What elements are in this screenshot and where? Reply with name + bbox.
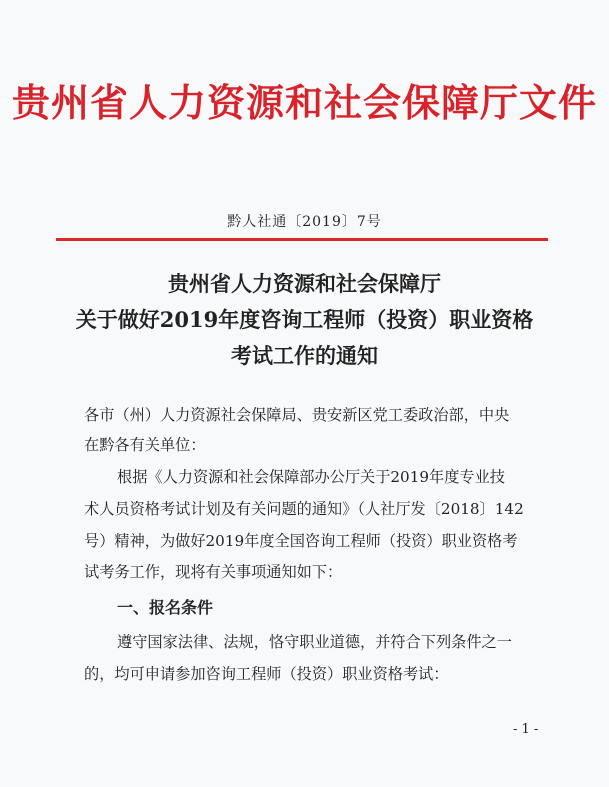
document-number: 黔人社通〔2019〕7号 [227,214,382,230]
section-1-line-2: 的，均可申请参加咨询工程师（投资）职业资格考试： [84,665,449,683]
red-divider-line [56,238,548,241]
recipients-line-2: 在黔各有关单位： [84,436,206,454]
intro-line-1: 根据《人力资源和社会保障部办公厅关于2019年度专业技 [117,468,505,486]
intro-line-4: 试考务工作，现将有关事项通知如下： [84,563,343,581]
intro-line-2: 术人员资格考试计划及有关问题的通知》（人社厅发〔2018〕142 [84,500,524,518]
intro-line-3: 号）精神，为做好2019年度全国咨询工程师（投资）职业资格考 [84,532,518,550]
page-number: - 1 - [513,722,539,737]
section-heading-eligibility: 一、报名条件 [117,598,214,617]
recipients-line-1: 各市（州）人力资源社会保障局、贵安新区党工委政治部，中央 [84,406,510,424]
notice-title-line-3: 考试工作的通知 [231,343,378,368]
notice-title-line-1: 贵州省人力资源和社会保障厅 [168,271,441,296]
section-1-line-1: 遵守国家法律、法规，恪守职业道德，并符合下列条件之一 [117,633,512,651]
document-header-title: 贵州省人力资源和社会保障厅文件 [11,81,597,125]
notice-title-line-2: 关于做好2019年度咨询工程师（投资）职业资格 [75,307,534,332]
